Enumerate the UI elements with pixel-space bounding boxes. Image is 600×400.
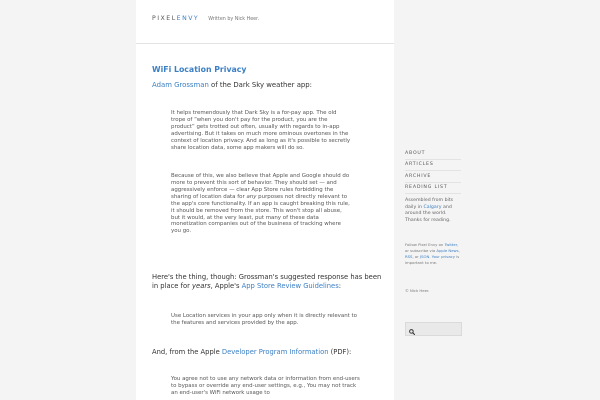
para1-text-a: Here's the thing, though: Grossman's suggested response has been in place for bbox=[152, 273, 382, 291]
privacy-link[interactable]: Your privacy bbox=[431, 253, 456, 259]
main-column bbox=[136, 0, 394, 400]
search-input[interactable] bbox=[405, 322, 462, 336]
sidebar-blurb bbox=[405, 198, 461, 224]
apple-news-link[interactable]: Apple News bbox=[436, 247, 459, 253]
logo-envy[interactable]: ENVY bbox=[176, 15, 200, 22]
nav-about[interactable]: ABOUT bbox=[405, 151, 426, 156]
para1-text-b: , Apple's bbox=[210, 282, 242, 291]
follow-text-e: . bbox=[429, 253, 432, 259]
post-title[interactable]: WiFi Location Privacy bbox=[152, 65, 247, 74]
app-store-guidelines-link[interactable]: App Store Review Guidelines bbox=[241, 282, 339, 291]
calgary-link[interactable]: Calgary bbox=[423, 204, 442, 210]
post-intro bbox=[152, 81, 312, 89]
para2-text-a: And, from the Apple bbox=[152, 348, 222, 356]
nav-divider bbox=[405, 193, 461, 194]
nav-archive[interactable]: ARCHIVE bbox=[405, 174, 432, 179]
rss-link[interactable]: RSS bbox=[405, 253, 413, 259]
byline: Written by Nick Heer. bbox=[208, 17, 260, 22]
quote2-emphasis: any bbox=[246, 193, 257, 200]
para1-emphasis: years bbox=[192, 282, 211, 291]
copyright: © Nick Heer. bbox=[405, 288, 430, 293]
site-logo[interactable] bbox=[152, 15, 199, 22]
blockquote-1: It helps tremendously that Dark Sky is a for-pay app. The old trope of “when you don't pay for the product, you are the product” gets trotted out often, usually with regards to in-app advertising. But it takes on much more ominous overtones in the context of location privacy. And as long as it's possible to secretly share location data, some app makers will do so. bbox=[171, 110, 351, 151]
nav-articles[interactable]: ARTICLES bbox=[405, 162, 434, 167]
blockquote-4: You agree not to use any network data or information from end-users to bypass or override any end-user settings, e.g., You may not track an end-user's WiFi network usage to bbox=[171, 376, 360, 396]
paragraph-1 bbox=[152, 273, 384, 291]
blurb-text-a: Assembled from bits daily in bbox=[405, 198, 454, 210]
nav-reading-list[interactable]: READING LIST bbox=[405, 185, 448, 190]
json-link[interactable]: JSON bbox=[419, 253, 430, 259]
site-header bbox=[152, 15, 392, 22]
follow-text-b: , or subscribe via bbox=[405, 242, 459, 253]
blockquote-3: Use Location services in your app only when it is directly relevant to the features and services provided by the app. bbox=[171, 313, 357, 326]
follow-text-f: is important to me. bbox=[405, 253, 460, 265]
twitter-link[interactable]: Twitter bbox=[444, 242, 458, 247]
logo-pixel[interactable]: PIXEL bbox=[152, 15, 177, 22]
blurb-text-b: and around the world. Thanks for reading. bbox=[405, 204, 452, 223]
author-link[interactable]: Adam Grossman bbox=[152, 81, 209, 89]
nav-divider bbox=[405, 182, 461, 183]
sidebar bbox=[405, 0, 475, 400]
intro-text: of the Dark Sky weather app: bbox=[208, 81, 312, 89]
sidebar-follow bbox=[405, 242, 461, 266]
para2-text-b: (PDF): bbox=[328, 348, 352, 356]
quote2-text-a: Because of this, we also believe that Apple and Google should do more to prevent this sort of behavior. They should set — and aggressively enforce — clear App Store rules forbidding the sharing of location data for bbox=[171, 173, 350, 200]
follow-text-c: , bbox=[458, 247, 460, 253]
header-divider bbox=[136, 43, 394, 44]
search-icon bbox=[409, 320, 415, 339]
paragraph-2 bbox=[152, 348, 384, 357]
blockquote-2 bbox=[171, 173, 351, 235]
para1-text-c: : bbox=[338, 282, 342, 291]
developer-program-link[interactable]: Developer Program Information bbox=[221, 348, 329, 356]
quote2-text-b: purposes not directly relevant to the app's core functionality. If an app is caught breaking this rule, it should be removed from the store. This won't stop all abuse, but it would, at the very least, put many of these data monetization companies out of the business of tracking where you go. bbox=[171, 193, 350, 235]
nav-divider bbox=[405, 170, 461, 171]
nav-divider bbox=[405, 159, 461, 160]
follow-text-d: , or bbox=[412, 253, 420, 259]
follow-text-a: Follow Pixel Envy on bbox=[405, 242, 445, 247]
